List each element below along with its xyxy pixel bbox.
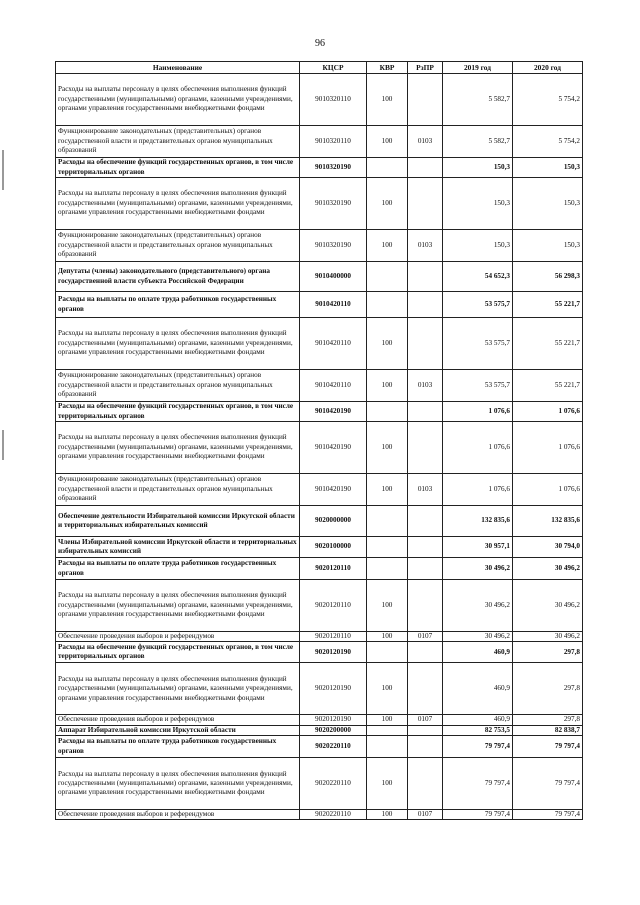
cell-rzpr <box>408 74 443 126</box>
cell-rzpr <box>408 506 443 537</box>
cell-kcsr: 9020220110 <box>300 736 367 758</box>
cell-2019: 5 582,7 <box>443 74 513 126</box>
cell-name: Функционирование законодательных (представительных) органов государственной власти и представительных органов муниципальных образований <box>56 230 300 262</box>
cell-2019: 54 652,3 <box>443 262 513 292</box>
cell-kvr <box>367 642 408 663</box>
cell-rzpr <box>408 402 443 422</box>
cell-2019: 150,3 <box>443 178 513 230</box>
cell-2019: 82 753,5 <box>443 725 513 735</box>
cell-2019: 5 582,7 <box>443 126 513 158</box>
cell-2019: 1 076,6 <box>443 474 513 506</box>
cell-2019: 53 575,7 <box>443 292 513 318</box>
cell-rzpr <box>408 558 443 580</box>
cell-kcsr: 9010420110 <box>300 370 367 402</box>
cell-kvr: 100 <box>367 422 408 474</box>
cell-rzpr: 0107 <box>408 715 443 725</box>
cell-kcsr: 9020120110 <box>300 580 367 632</box>
cell-2020: 82 838,7 <box>513 725 583 735</box>
cell-2020: 55 221,7 <box>513 318 583 370</box>
cell-name: Расходы на выплаты персоналу в целях обеспечения выполнения функций государственными (муниципальными) органами, казенными учреждениями, органами управления государственными внебюджетными фондами <box>56 663 300 715</box>
header-name: Наименование <box>56 62 300 74</box>
table-row <box>56 318 583 370</box>
table-row <box>56 736 583 758</box>
cell-rzpr <box>408 318 443 370</box>
cell-rzpr: 0103 <box>408 474 443 506</box>
table-row <box>56 402 583 422</box>
cell-2020: 150,3 <box>513 178 583 230</box>
cell-rzpr <box>408 663 443 715</box>
scan-edge-mark <box>2 430 4 460</box>
table-body <box>56 74 583 820</box>
cell-name: Обеспечение проведения выборов и референдумов <box>56 715 300 725</box>
cell-name: Расходы на выплаты персоналу в целях обеспечения выполнения функций государственными (муниципальными) органами, казенными учреждениями, органами управления государственными внебюджетными фондами <box>56 422 300 474</box>
cell-kvr: 100 <box>367 74 408 126</box>
cell-kvr <box>367 537 408 558</box>
cell-kcsr: 9020120190 <box>300 663 367 715</box>
cell-name: Обеспечение проведения выборов и референдумов <box>56 632 300 642</box>
cell-name: Расходы на выплаты персоналу в целях обеспечения выполнения функций государственными (муниципальными) органами, казенными учреждениями, органами управления государственными внебюджетными фондами <box>56 580 300 632</box>
cell-kvr <box>367 158 408 178</box>
cell-name: Обеспечение деятельности Избирательной комиссии Иркутской области и территориальных избирательных комиссий <box>56 506 300 537</box>
cell-2020: 79 797,4 <box>513 758 583 810</box>
table-row <box>56 262 583 292</box>
cell-name: Расходы на выплаты персоналу в целях обеспечения выполнения функций государственными (муниципальными) органами, казенными учреждениями, органами управления государственными внебюджетными фондами <box>56 318 300 370</box>
cell-kvr <box>367 292 408 318</box>
cell-2019: 460,9 <box>443 663 513 715</box>
table-row <box>56 580 583 632</box>
cell-rzpr <box>408 736 443 758</box>
cell-2020: 79 797,4 <box>513 810 583 820</box>
table-row <box>56 558 583 580</box>
cell-rzpr <box>408 262 443 292</box>
cell-2019: 1 076,6 <box>443 402 513 422</box>
cell-kcsr: 9020100000 <box>300 537 367 558</box>
cell-kvr: 100 <box>367 230 408 262</box>
cell-2020: 297,8 <box>513 663 583 715</box>
cell-rzpr <box>408 292 443 318</box>
cell-kvr <box>367 506 408 537</box>
cell-2019: 30 496,2 <box>443 580 513 632</box>
header-2020: 2020 год <box>513 62 583 74</box>
cell-rzpr: 0103 <box>408 126 443 158</box>
cell-rzpr: 0103 <box>408 230 443 262</box>
cell-kcsr: 9020200000 <box>300 725 367 735</box>
cell-kcsr: 9020120190 <box>300 642 367 663</box>
cell-2020: 30 794,0 <box>513 537 583 558</box>
cell-kvr: 100 <box>367 370 408 402</box>
table-row <box>56 474 583 506</box>
cell-kcsr: 9010320110 <box>300 74 367 126</box>
table-row <box>56 725 583 735</box>
table-row <box>56 126 583 158</box>
cell-kvr <box>367 725 408 735</box>
scan-edge-mark <box>2 150 4 190</box>
cell-2019: 53 575,7 <box>443 370 513 402</box>
cell-2020: 5 754,2 <box>513 126 583 158</box>
cell-2020: 150,3 <box>513 230 583 262</box>
table-row <box>56 810 583 820</box>
cell-2019: 79 797,4 <box>443 758 513 810</box>
cell-2019: 53 575,7 <box>443 318 513 370</box>
cell-2020: 56 298,3 <box>513 262 583 292</box>
header-kvr: КВР <box>367 62 408 74</box>
table-row <box>56 370 583 402</box>
cell-name: Функционирование законодательных (представительных) органов государственной власти и представительных органов муниципальных образований <box>56 474 300 506</box>
table-row <box>56 537 583 558</box>
cell-2020: 132 835,6 <box>513 506 583 537</box>
cell-name: Члены Избирательной комиссии Иркутской области и территориальных избирательных комиссий <box>56 537 300 558</box>
cell-rzpr <box>408 158 443 178</box>
cell-2020: 1 076,6 <box>513 422 583 474</box>
cell-2019: 132 835,6 <box>443 506 513 537</box>
cell-2019: 460,9 <box>443 642 513 663</box>
cell-kcsr: 9010420190 <box>300 474 367 506</box>
cell-name: Функционирование законодательных (представительных) органов государственной власти и представительных органов муниципальных образований <box>56 126 300 158</box>
header-rzpr: РзПР <box>408 62 443 74</box>
cell-kcsr: 9020120110 <box>300 558 367 580</box>
cell-2020: 297,8 <box>513 642 583 663</box>
cell-2019: 150,3 <box>443 158 513 178</box>
table-row <box>56 422 583 474</box>
cell-name: Расходы на выплаты персоналу в целях обеспечения выполнения функций государственными (муниципальными) органами, казенными учреждениями, органами управления государственными внебюджетными фондами <box>56 74 300 126</box>
cell-kcsr: 9010320110 <box>300 126 367 158</box>
header-2019: 2019 год <box>443 62 513 74</box>
budget-table <box>55 61 583 820</box>
cell-kvr: 100 <box>367 580 408 632</box>
cell-kcsr: 9010320190 <box>300 158 367 178</box>
cell-2020: 1 076,6 <box>513 474 583 506</box>
cell-kvr <box>367 736 408 758</box>
cell-2019: 30 496,2 <box>443 632 513 642</box>
cell-kcsr: 9020120190 <box>300 715 367 725</box>
cell-name: Аппарат Избирательной комиссии Иркутской области <box>56 725 300 735</box>
cell-2020: 1 076,6 <box>513 402 583 422</box>
cell-rzpr <box>408 580 443 632</box>
cell-rzpr: 0107 <box>408 632 443 642</box>
cell-kvr: 100 <box>367 126 408 158</box>
cell-kvr: 100 <box>367 178 408 230</box>
cell-kvr <box>367 558 408 580</box>
header-kcsr: КЦСР <box>300 62 367 74</box>
cell-2019: 79 797,4 <box>443 810 513 820</box>
cell-kcsr: 9010420190 <box>300 402 367 422</box>
cell-kcsr: 9010420110 <box>300 292 367 318</box>
table-row <box>56 715 583 725</box>
cell-2019: 79 797,4 <box>443 736 513 758</box>
cell-rzpr <box>408 178 443 230</box>
cell-2019: 460,9 <box>443 715 513 725</box>
cell-kcsr: 9010320190 <box>300 230 367 262</box>
table-row <box>56 292 583 318</box>
cell-kcsr: 9010420190 <box>300 422 367 474</box>
cell-rzpr <box>408 422 443 474</box>
cell-rzpr <box>408 537 443 558</box>
cell-name: Депутаты (члены) законодательного (представительного) органа государственной власти субъекта Российской Федерации <box>56 262 300 292</box>
cell-kvr <box>367 402 408 422</box>
cell-2020: 30 496,2 <box>513 580 583 632</box>
cell-2020: 150,3 <box>513 158 583 178</box>
cell-kcsr: 9020000000 <box>300 506 367 537</box>
table-row <box>56 74 583 126</box>
cell-kcsr: 9020120110 <box>300 632 367 642</box>
cell-rzpr <box>408 758 443 810</box>
cell-2019: 30 496,2 <box>443 558 513 580</box>
cell-name: Функционирование законодательных (представительных) органов государственной власти и представительных органов муниципальных образований <box>56 370 300 402</box>
cell-name: Расходы на обеспечение функций государственных органов, в том числе территориальных органов <box>56 158 300 178</box>
cell-kcsr: 9020220110 <box>300 758 367 810</box>
cell-kvr: 100 <box>367 715 408 725</box>
cell-2019: 1 076,6 <box>443 422 513 474</box>
table-header-row <box>56 62 583 74</box>
cell-rzpr <box>408 642 443 663</box>
cell-kcsr: 9020220110 <box>300 810 367 820</box>
cell-kvr: 100 <box>367 318 408 370</box>
page-number: 96 <box>315 38 325 49</box>
table-row <box>56 642 583 663</box>
cell-name: Расходы на выплаты персоналу в целях обеспечения выполнения функций государственными (муниципальными) органами, казенными учреждениями, органами управления государственными внебюджетными фондами <box>56 178 300 230</box>
cell-kcsr: 9010320190 <box>300 178 367 230</box>
cell-2020: 297,8 <box>513 715 583 725</box>
cell-kvr: 100 <box>367 663 408 715</box>
cell-kcsr: 9010400000 <box>300 262 367 292</box>
cell-name: Расходы на выплаты по оплате труда работников государственных органов <box>56 736 300 758</box>
cell-name: Обеспечение проведения выборов и референдумов <box>56 810 300 820</box>
cell-2019: 150,3 <box>443 230 513 262</box>
cell-rzpr: 0103 <box>408 370 443 402</box>
cell-name: Расходы на выплаты персоналу в целях обеспечения выполнения функций государственными (муниципальными) органами, казенными учреждениями, органами управления государственными внебюджетными фондами <box>56 758 300 810</box>
cell-kvr: 100 <box>367 758 408 810</box>
cell-2020: 79 797,4 <box>513 736 583 758</box>
cell-2020: 30 496,2 <box>513 632 583 642</box>
table-row <box>56 178 583 230</box>
cell-name: Расходы на выплаты по оплате труда работников государственных органов <box>56 558 300 580</box>
cell-name: Расходы на выплаты по оплате труда работников государственных органов <box>56 292 300 318</box>
cell-kvr <box>367 262 408 292</box>
cell-kcsr: 9010420110 <box>300 318 367 370</box>
cell-2020: 5 754,2 <box>513 74 583 126</box>
cell-rzpr <box>408 725 443 735</box>
table-row <box>56 663 583 715</box>
table-row <box>56 758 583 810</box>
cell-kvr: 100 <box>367 632 408 642</box>
table-row <box>56 158 583 178</box>
table-row <box>56 506 583 537</box>
cell-2019: 30 957,1 <box>443 537 513 558</box>
table-row <box>56 632 583 642</box>
cell-rzpr: 0107 <box>408 810 443 820</box>
cell-2020: 55 221,7 <box>513 370 583 402</box>
cell-name: Расходы на обеспечение функций государственных органов, в том числе территориальных органов <box>56 642 300 663</box>
cell-2020: 30 496,2 <box>513 558 583 580</box>
cell-2020: 55 221,7 <box>513 292 583 318</box>
table-row <box>56 230 583 262</box>
cell-kvr: 100 <box>367 474 408 506</box>
cell-name: Расходы на обеспечение функций государственных органов, в том числе территориальных органов <box>56 402 300 422</box>
cell-kvr: 100 <box>367 810 408 820</box>
